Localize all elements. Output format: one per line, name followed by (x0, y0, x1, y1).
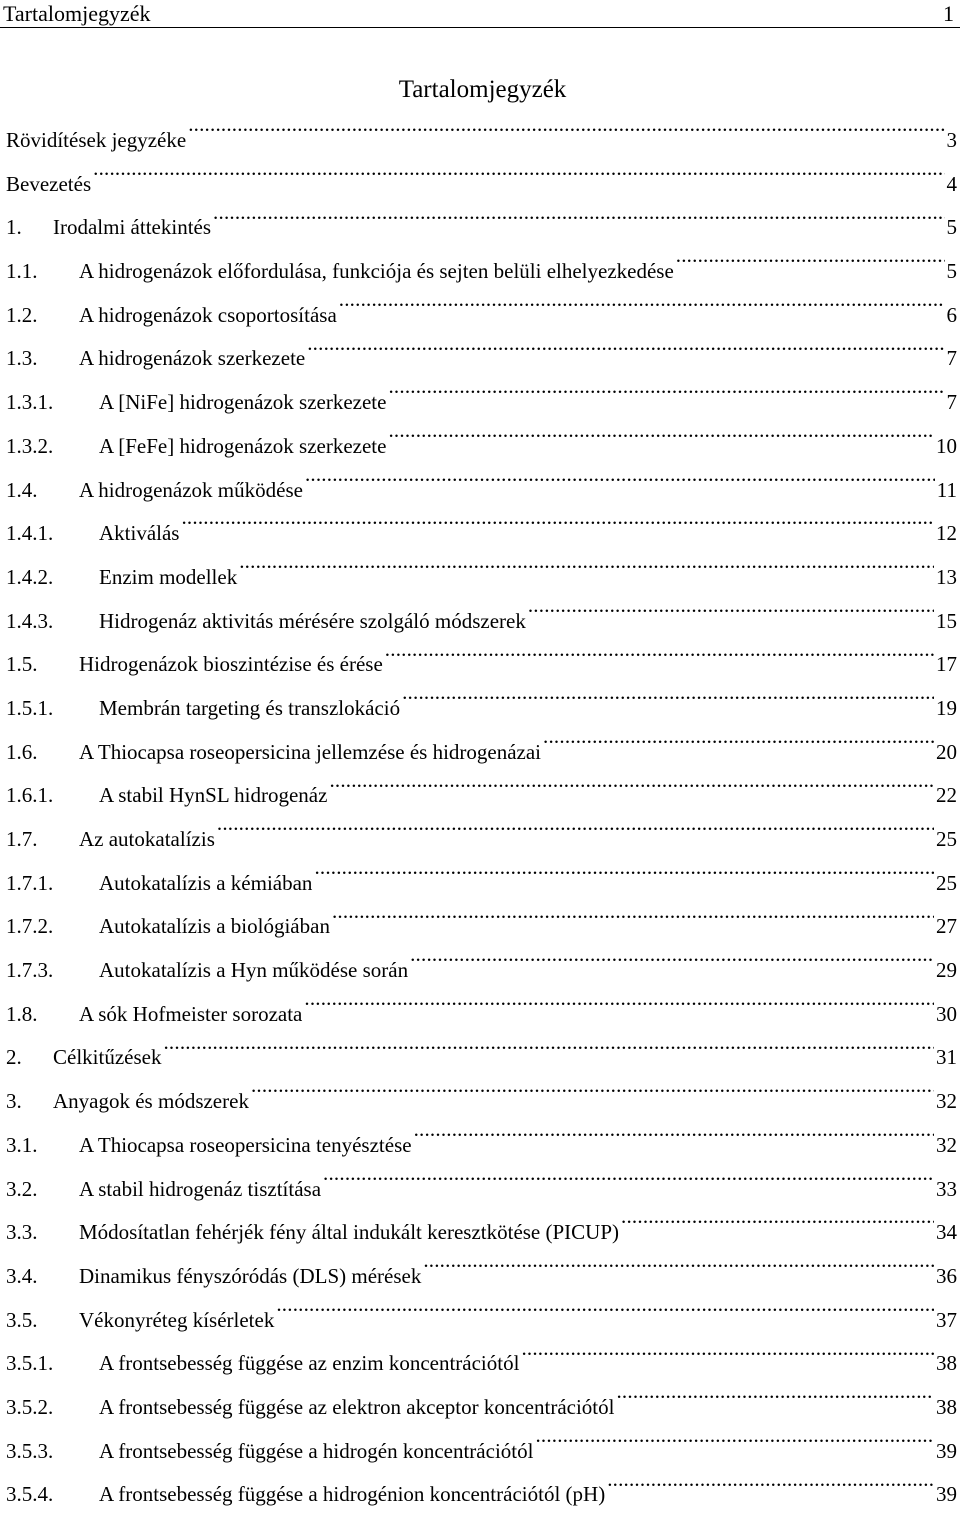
toc-entry-number: 1.3.2. (0, 425, 99, 469)
toc-entry-title: A hidrogenázok működése (79, 469, 303, 513)
toc-entry-number: 3.1. (0, 1124, 79, 1168)
toc-entry-title: Anyagok és módszerek (53, 1080, 249, 1124)
toc-dot-leader (304, 1000, 934, 1021)
toc-entry[interactable] (0, 469, 960, 513)
toc-entry-title: Aktiválás (99, 512, 179, 556)
toc-entry-title: Dinamikus fényszóródás (DLS) mérések (79, 1255, 421, 1299)
toc-entry[interactable] (0, 862, 960, 906)
toc-entry[interactable] (0, 600, 960, 644)
toc-entry-title: Irodalmi áttekintés (53, 206, 211, 250)
toc-entry-number: 3.4. (0, 1255, 79, 1299)
toc-entry[interactable] (0, 512, 960, 556)
toc-entry-title: Célkitűzések (53, 1036, 161, 1080)
toc-entry-number: 1.3.1. (0, 381, 99, 425)
toc-entry-title: Az autokatalízis (79, 818, 215, 862)
toc-dot-leader (414, 1131, 934, 1152)
toc-entry[interactable] (0, 119, 960, 163)
table-of-contents (0, 119, 960, 1517)
toc-entry[interactable] (0, 250, 960, 294)
toc-entry-number: 3. (0, 1080, 53, 1124)
toc-entry-page: 19 (936, 687, 960, 731)
toc-dot-leader (607, 1480, 934, 1501)
toc-dot-leader (535, 1437, 934, 1458)
toc-entry-title: A stabil hidrogenáz tisztítása (79, 1168, 321, 1212)
toc-dot-leader (388, 388, 944, 409)
toc-dot-leader (423, 1262, 934, 1283)
toc-entry-number: 1.4.2. (0, 556, 99, 600)
toc-entry[interactable] (0, 294, 960, 338)
toc-entry-title: A Thiocapsa roseopersicina tenyésztése (79, 1124, 412, 1168)
running-header (0, 0, 960, 28)
toc-dot-leader (621, 1218, 934, 1239)
toc-dot-leader (239, 563, 934, 584)
toc-entry[interactable] (0, 1299, 960, 1343)
toc-entry-title: Rövidítések jegyzéke (0, 119, 186, 163)
toc-entry[interactable] (0, 1386, 960, 1430)
toc-entry-page: 25 (936, 818, 960, 862)
toc-entry-number: 3.2. (0, 1168, 79, 1212)
toc-entry-page: 30 (936, 993, 960, 1037)
toc-dot-leader (402, 694, 934, 715)
toc-entry-number: 3.5.3. (0, 1430, 99, 1474)
toc-entry-number: 3.3. (0, 1211, 79, 1255)
toc-dot-leader (332, 912, 934, 933)
toc-entry-page: 5 (947, 206, 960, 250)
toc-dot-leader (323, 1175, 934, 1196)
toc-dot-leader (251, 1087, 934, 1108)
toc-entry[interactable] (0, 425, 960, 469)
toc-entry-number: 1.6.1. (0, 774, 99, 818)
toc-entry-number: 1.2. (0, 294, 79, 338)
toc-entry[interactable] (0, 1211, 960, 1255)
toc-entry-title: A Thiocapsa roseopersicina jellemzése és hidrogenázai (79, 731, 541, 775)
toc-dot-leader (521, 1349, 934, 1370)
toc-entry-page: 5 (947, 250, 960, 294)
toc-entry-page: 27 (936, 905, 960, 949)
toc-dot-leader (339, 301, 945, 322)
toc-entry-number: 1.7. (0, 818, 79, 862)
toc-entry-number: 1.3. (0, 337, 79, 381)
toc-dot-leader (528, 607, 934, 628)
toc-dot-leader (676, 257, 945, 278)
toc-dot-leader (616, 1393, 934, 1414)
toc-entry-title: Hidrogenáz aktivitás mérésére szolgáló módszerek (99, 600, 526, 644)
toc-entry-title: A frontsebesség függése a hidrogénion koncentrációtól (pH) (99, 1473, 605, 1517)
toc-entry-number: 1.1. (0, 250, 79, 294)
toc-entry[interactable] (0, 381, 960, 425)
toc-entry-page: 13 (936, 556, 960, 600)
toc-entry[interactable] (0, 731, 960, 775)
toc-entry[interactable] (0, 1036, 960, 1080)
toc-entry-page: 10 (936, 425, 960, 469)
toc-entry[interactable] (0, 337, 960, 381)
toc-entry-title: A sók Hofmeister sorozata (79, 993, 302, 1037)
toc-entry-number: 1. (0, 206, 53, 250)
toc-entry[interactable] (0, 905, 960, 949)
toc-entry[interactable] (0, 643, 960, 687)
toc-entry-title: A hidrogenázok előfordulása, funkciója és sejten belüli elhelyezkedése (79, 250, 674, 294)
toc-entry[interactable] (0, 949, 960, 993)
toc-entry-page: 29 (936, 949, 960, 993)
toc-entry-page: 15 (936, 600, 960, 644)
toc-entry-title: A stabil HynSL hidrogenáz (99, 774, 327, 818)
toc-entry-title: Autokatalízis a kémiában (99, 862, 312, 906)
toc-entry-number: 1.6. (0, 731, 79, 775)
toc-entry-page: 12 (936, 512, 960, 556)
toc-dot-leader (188, 126, 944, 147)
toc-entry-page: 34 (936, 1211, 960, 1255)
toc-dot-leader (276, 1306, 934, 1327)
toc-entry-number: 1.5.1. (0, 687, 99, 731)
toc-dot-leader (543, 738, 934, 759)
toc-entry[interactable] (0, 1430, 960, 1474)
toc-entry-page: 38 (936, 1342, 960, 1386)
toc-dot-leader (307, 344, 944, 365)
toc-dot-leader (385, 650, 934, 671)
toc-dot-leader (329, 781, 934, 802)
toc-dot-leader (305, 476, 935, 497)
toc-entry-page: 4 (947, 163, 960, 207)
toc-dot-leader (93, 170, 944, 191)
toc-entry-number: 1.8. (0, 993, 79, 1037)
toc-dot-leader (410, 956, 934, 977)
toc-entry-title: A hidrogenázok szerkezete (79, 337, 305, 381)
toc-entry-number: 3.5. (0, 1299, 79, 1343)
toc-dot-leader (314, 869, 934, 890)
toc-entry-page: 37 (936, 1299, 960, 1343)
toc-entry-page: 20 (936, 731, 960, 775)
running-header-title: Tartalomjegyzék (3, 0, 151, 27)
toc-entry[interactable] (0, 556, 960, 600)
toc-entry-page: 36 (936, 1255, 960, 1299)
toc-entry-page: 22 (936, 774, 960, 818)
toc-entry-number: 1.4.1. (0, 512, 99, 556)
toc-dot-leader (388, 432, 934, 453)
toc-entry-number: 3.5.2. (0, 1386, 99, 1430)
toc-entry-title: Vékonyréteg kísérletek (79, 1299, 274, 1343)
toc-entry-page: 33 (936, 1168, 960, 1212)
toc-entry-title: A frontsebesség függése a hidrogén koncentrációtól (99, 1430, 533, 1474)
toc-entry-page: 25 (936, 862, 960, 906)
toc-entry-page: 11 (937, 469, 960, 513)
toc-entry-number: 3.5.1. (0, 1342, 99, 1386)
toc-entry-title: A [FeFe] hidrogenázok szerkezete (99, 425, 386, 469)
toc-entry-title: Membrán targeting és transzlokáció (99, 687, 400, 731)
toc-entry[interactable] (0, 687, 960, 731)
toc-entry-page: 39 (936, 1430, 960, 1474)
toc-entry-page: 31 (936, 1036, 960, 1080)
toc-entry-page: 6 (947, 294, 960, 338)
toc-entry[interactable] (0, 1473, 960, 1517)
toc-dot-leader (217, 825, 934, 846)
toc-entry-page: 38 (936, 1386, 960, 1430)
toc-entry-page: 17 (936, 643, 960, 687)
toc-entry[interactable] (0, 1255, 960, 1299)
toc-entry-title: Hidrogenázok bioszintézise és érése (79, 643, 383, 687)
toc-entry[interactable] (0, 1124, 960, 1168)
toc-entry[interactable] (0, 163, 960, 207)
toc-entry-title: A [NiFe] hidrogenázok szerkezete (99, 381, 386, 425)
toc-entry[interactable] (0, 1168, 960, 1212)
toc-entry-number: 1.7.2. (0, 905, 99, 949)
toc-entry[interactable] (0, 1080, 960, 1124)
toc-dot-leader (181, 519, 934, 540)
toc-entry-title: Autokatalízis a biológiában (99, 905, 330, 949)
toc-entry-number: 1.4.3. (0, 600, 99, 644)
toc-entry-title: A frontsebesség függése az elektron akceptor koncentrációtól (99, 1386, 614, 1430)
toc-entry-page: 7 (947, 337, 960, 381)
toc-entry-number: 2. (0, 1036, 53, 1080)
toc-dot-leader (213, 213, 944, 234)
toc-entry-title: Autokatalízis a Hyn működése során (99, 949, 408, 993)
toc-entry-page: 3 (947, 119, 960, 163)
toc-entry-number: 1.4. (0, 469, 79, 513)
toc-entry-title: A hidrogenázok csoportosítása (79, 294, 337, 338)
toc-entry-number: 1.7.3. (0, 949, 99, 993)
toc-entry-title: A frontsebesség függése az enzim koncentrációtól (99, 1342, 519, 1386)
toc-entry-number: 1.5. (0, 643, 79, 687)
toc-entry-page: 32 (936, 1124, 960, 1168)
toc-entry[interactable] (0, 818, 960, 862)
toc-entry[interactable] (0, 774, 960, 818)
toc-entry-page: 39 (936, 1473, 960, 1517)
toc-entry[interactable] (0, 993, 960, 1037)
page-number: 1 (943, 0, 954, 27)
toc-entry-number: 3.5.4. (0, 1473, 99, 1517)
page-title: Tartalomjegyzék (0, 72, 960, 108)
toc-entry-page: 32 (936, 1080, 960, 1124)
toc-entry[interactable] (0, 206, 960, 250)
toc-entry-title: Módosítatlan fehérjék fény által indukált keresztkötése (PICUP) (79, 1211, 619, 1255)
toc-dot-leader (163, 1043, 934, 1064)
toc-entry-title: Bevezetés (0, 163, 91, 207)
toc-entry-page: 7 (947, 381, 960, 425)
toc-entry[interactable] (0, 1342, 960, 1386)
toc-entry-number: 1.7.1. (0, 862, 99, 906)
toc-entry-title: Enzim modellek (99, 556, 237, 600)
